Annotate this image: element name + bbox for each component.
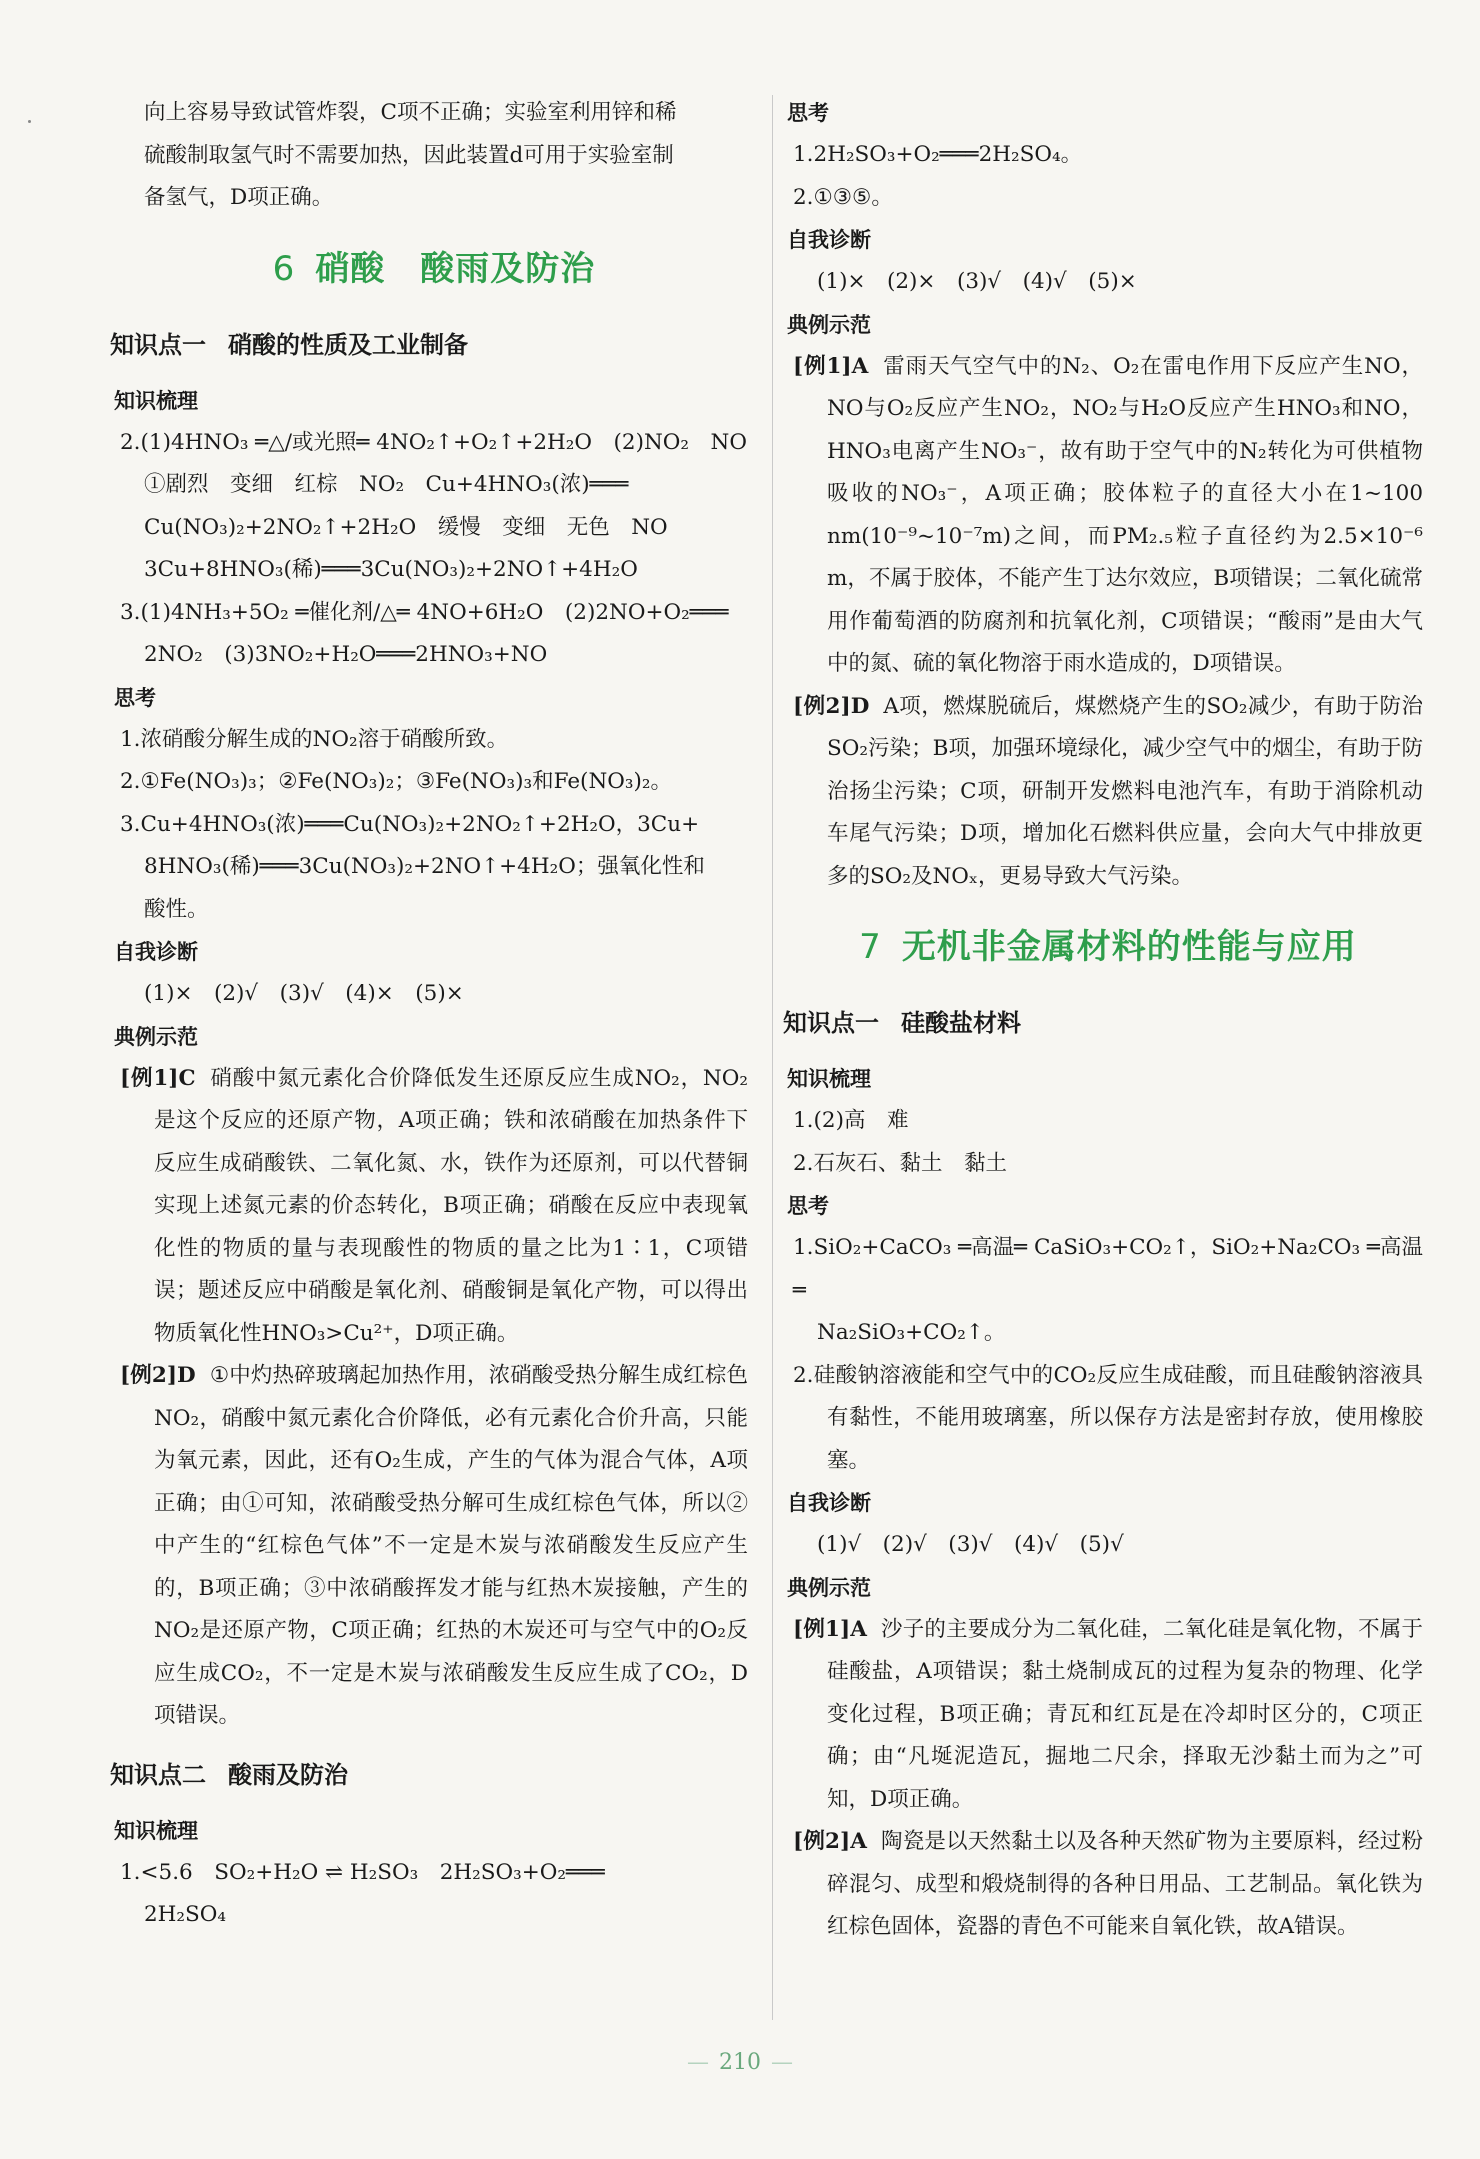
kp-label: 知识点二 [110, 1760, 206, 1789]
column-divider [772, 95, 773, 2020]
example-text: A项，燃煤脱硫后，煤燃烧产生的SO₂减少，有助于防治SO₂污染；B项，加强环境绿化，减少空气中的烟尘，有助于防治扬尘污染；C项，研制开发燃料电池汽车，有助于消除机动车尾气污染；D项，增加化石燃料供应量，会向大气中排放更多的SO₂及NOₓ，更易导致大气污染。 [827, 693, 1423, 889]
answer-line: 2H₂SO₄ [144, 1902, 227, 1927]
answer-line: 2.①③⑤。 [793, 184, 893, 210]
subheading-dianli-shifan: 典例示范 [787, 1575, 871, 1600]
page-footer [0, 2050, 1480, 2075]
subheading-ziwo-zhenduan: 自我诊断 [787, 228, 871, 252]
example-tag: [例2] [793, 693, 851, 719]
subheading-dianli-shifan: 典例示范 [114, 1024, 198, 1049]
knowledge-point-heading [110, 322, 748, 368]
answer-line: 3.(1)4NH₃+5O₂ ═催化剂/△═ 4NO+6H₂O (2)2NO+O₂═══ [120, 599, 729, 625]
example-tag: [例2] [120, 1363, 178, 1388]
section-7-title [793, 916, 1423, 978]
example-tag: [例1] [793, 353, 852, 379]
subheading-zhishi-shuli: 知识梳理 [114, 388, 198, 413]
section-number: 7 [859, 927, 882, 967]
example-tag: [例1] [793, 1616, 851, 1642]
knowledge-point-heading [110, 1752, 748, 1798]
kp-label: 知识点一 [783, 1009, 879, 1037]
page-number: 210 [719, 2050, 761, 2075]
answer-line: 1.<5.6 SO₂+H₂O ⇌ H₂SO₃ 2H₂SO₃+O₂═══ [120, 1859, 605, 1885]
section-title-text: 硝酸 酸雨及防治 [315, 248, 596, 289]
answer-line: 2.(1)4HNO₃ ═△/或光照═ 4NO₂↑+O₂↑+2H₂O (2)NO₂ NO [120, 429, 747, 455]
example-1 [793, 346, 1423, 686]
example-text: 沙子的主要成分为二氧化硅，二氧化硅是氧化物，不属于硅酸盐，A项错误；黏土烧制成瓦的过程为复杂的物理、化学变化过程，B项正确；青瓦和红瓦是在冷却时区分的，C项正确；由“凡埏泥造瓦，掘地二尺余，择取无沙黏土而为之”可知，D项正确。 [827, 1616, 1423, 1812]
answer-line: 酸性。 [144, 896, 209, 922]
knowledge-point-heading [783, 1000, 1423, 1046]
example-2 [120, 1355, 748, 1738]
answer-line: Cu(NO₃)₂+2NO₂↑+2H₂O 缓慢 变细 无色 NO [144, 514, 668, 540]
self-check-answers: (1)× (2)× (3)√ (4)√ (5)× [817, 269, 1137, 294]
answer-line: 3Cu+8HNO₃(稀)═══3Cu(NO₃)₂+2NO↑+4H₂O [144, 557, 638, 582]
kp-label: 知识点一 [110, 330, 206, 359]
answer-line: 1.SiO₂+CaCO₃ ═高温═ CaSiO₃+CO₂↑，SiO₂+Na₂CO₃ ═高温═ [793, 1235, 1423, 1303]
example-text: ①中灼热碎玻璃起加热作用，浓硝酸受热分解生成红棕色NO₂，硝酸中氮元素化合价降低，必有元素化合价升高，只能为氧元素，因此，还有O₂生成，产生的气体为混合气体，A项正确；由①可知，浓硝酸受热分解可生成红棕色气体，所以②中产生的“红棕色气体”不一定是木炭与浓硝酸发生反应产生的，B项正确；③中浓硝酸挥发才能与红热木炭接触，产生的NO₂是还原产物，C项正确；红热的木炭还可与空气中的O₂反应生成CO₂，不一定是木炭与浓硝酸发生反应生成了CO₂，D项错误。 [154, 1363, 748, 1728]
subheading-dianli-shifan: 典例示范 [787, 312, 871, 337]
subheading-ziwo-zhenduan: 自我诊断 [787, 1491, 871, 1515]
example-1 [120, 1058, 748, 1356]
subheading-zhishi-shuli: 知识梳理 [114, 1818, 198, 1843]
example-tag: [例1] [120, 1065, 179, 1091]
answer-line: 2NO₂ (3)3NO₂+H₂O═══2HNO₃+NO [144, 642, 548, 667]
answer-line: 1.2H₂SO₃+O₂═══2H₂SO₄。 [793, 142, 1083, 167]
example-2 [793, 686, 1423, 899]
example-answer: C [178, 1065, 196, 1091]
footer-dash-icon: — [771, 2050, 793, 2075]
left-column [110, 92, 748, 1937]
answer-line: 3.Cu+4HNO₃(浓)═══Cu(NO₃)₂+2NO₂↑+2H₂O，3Cu+ [120, 811, 700, 837]
kp-name: 硅酸盐材料 [901, 1009, 1021, 1037]
intro-line: 备氢气，D项正确。 [144, 185, 334, 210]
self-check-answers: (1)× (2)√ (3)√ (4)× (5)× [144, 981, 464, 1006]
answer-line: 2.硅酸钠溶液能和空气中的CO₂反应生成硅酸，而且硅酸钠溶液具有黏性，不能用玻璃塞，所以保存方法是密封存放，使用橡胶塞。 [793, 1362, 1423, 1473]
subheading-sikao: 思考 [787, 101, 829, 125]
scan-speck [28, 120, 31, 123]
answer-line: 1.(2)高 难 [793, 1108, 909, 1133]
answer-line: 8HNO₃(稀)═══3Cu(NO₃)₂+2NO↑+4H₂O；强氧化性和 [144, 854, 705, 879]
subheading-sikao: 思考 [114, 685, 156, 710]
answer-line: 1.浓硝酸分解生成的NO₂溶于硝酸所致。 [120, 726, 509, 752]
section-6-title [120, 238, 748, 300]
intro-line: 硫酸制取氢气时不需要加热，因此装置d可用于实验室制 [144, 142, 674, 168]
footer-dash-icon: — [687, 2050, 709, 2075]
example-text: 陶瓷是以天然黏土以及各种天然矿物为主要原料，经过粉碎混匀、成型和煅烧制得的各种日用品、工艺制品。氧化铁为红棕色固体，瓷器的青色不可能来自氧化铁，故A错误。 [827, 1829, 1423, 1939]
subheading-ziwo-zhenduan: 自我诊断 [114, 940, 198, 964]
subheading-zhishi-shuli: 知识梳理 [787, 1067, 871, 1091]
answer-line: 2.石灰石、黏土 黏土 [793, 1150, 1008, 1176]
section-title-text: 无机非金属材料的性能与应用 [901, 927, 1357, 967]
example-answer: D [177, 1363, 196, 1388]
example-text: 硝酸中氮元素化合价降低发生还原反应生成NO₂，NO₂是这个反应的还原产物，A项正确；铁和浓硝酸在加热条件下反应生成硝酸铁、二氧化氮、水，铁作为还原剂，可以代替铜实现上述氮元素的价态转化，B项正确；硝酸在反应中表现氧化性的物质的量与表现酸性的物质的量之比为1∶1，C项错误；题述反应中硝酸是氧化剂、硝酸铜是氧化产物，可以得出物质氧化性HNO₃>Cu²⁺，D项正确。 [154, 1065, 748, 1346]
example-answer: A [850, 1829, 867, 1854]
example-answer: D [850, 693, 870, 719]
example-1 [793, 1609, 1423, 1822]
example-tag: [例2] [793, 1829, 851, 1854]
answer-line: ①剧烈 变细 红棕 NO₂ Cu+4HNO₃(浓)═══ [144, 472, 629, 497]
example-text: 雷雨天气空气中的N₂、O₂在雷电作用下反应产生NO，NO与O₂反应产生NO₂，NO₂与H₂O反应产生HNO₃和NO，HNO₃电离产生NO₃⁻，故有助于空气中的N₂转化为可供植物吸收的NO₃⁻，A项正确；胶体粒子的直径大小在1~100 nm(10⁻⁹~10⁻⁷m)之间，而PM₂.₅粒子直径约为2.5×10⁻⁶ m，不属于胶体，不能产生丁达尔效应，B项错误；二氧化硫常用作葡萄酒的防腐剂和抗氧化剂，C项错误；“酸雨”是由大气中的氮、硫的氧化物溶于雨水造成的，D项错误。 [827, 353, 1423, 676]
section-number: 6 [272, 248, 296, 289]
kp-name: 硝酸的性质及工业制备 [228, 330, 468, 359]
right-column [783, 92, 1423, 1949]
self-check-answers: (1)√ (2)√ (3)√ (4)√ (5)√ [817, 1532, 1124, 1557]
example-answer: A [850, 1616, 867, 1642]
answer-line: Na₂SiO₃+CO₂↑。 [817, 1320, 1006, 1345]
subheading-sikao: 思考 [787, 1194, 829, 1218]
kp-name: 酸雨及防治 [228, 1760, 348, 1789]
intro-line: 向上容易导致试管炸裂，C项不正确；实验室利用锌和稀 [144, 100, 677, 125]
example-2 [793, 1821, 1423, 1949]
example-answer: A [851, 353, 869, 379]
answer-line: 2.①Fe(NO₃)₃；②Fe(NO₃)₂；③Fe(NO₃)₃和Fe(NO₃)₂。 [120, 769, 673, 794]
